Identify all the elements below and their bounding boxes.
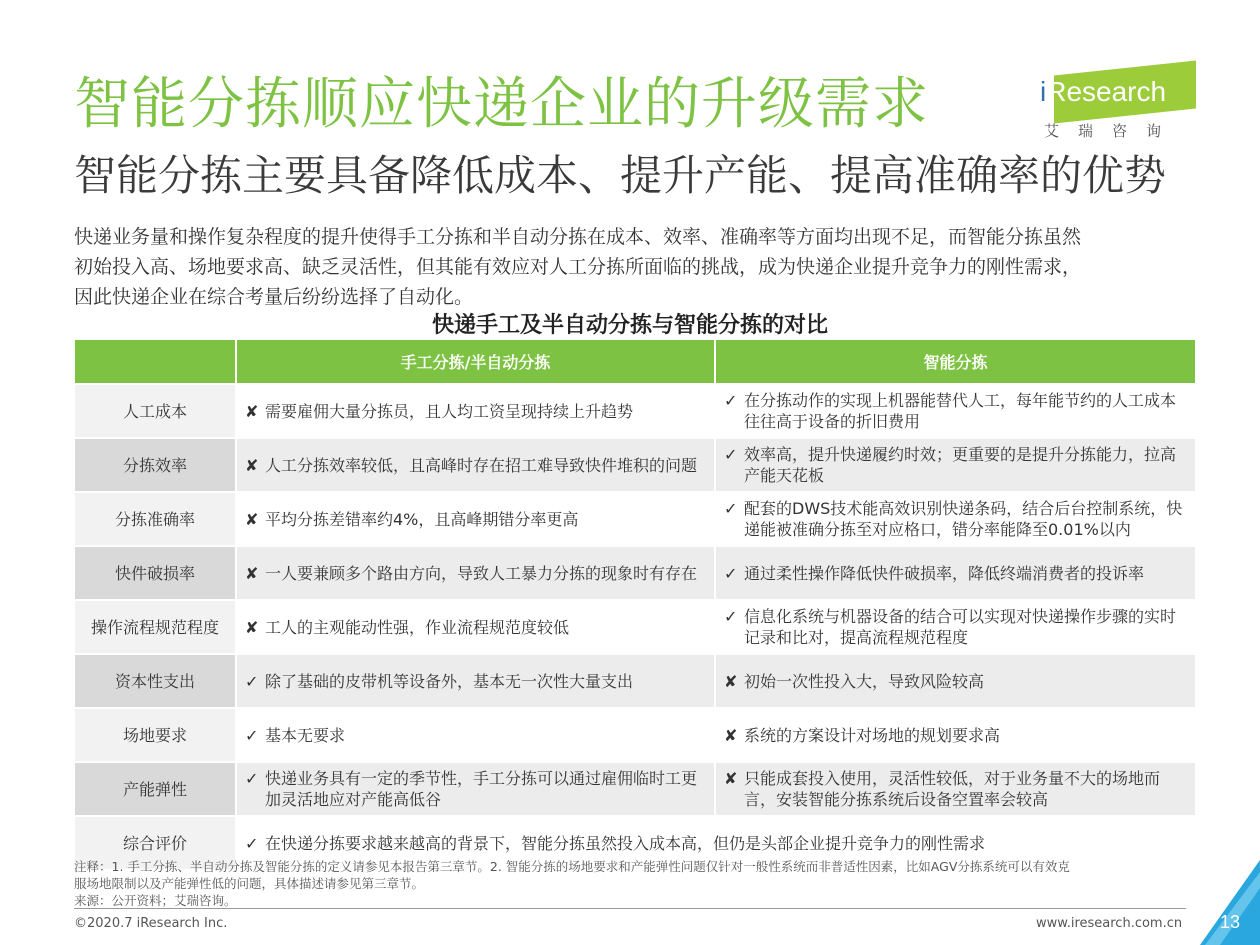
status-mark-icon: ✘ bbox=[245, 617, 259, 637]
status-mark-icon: ✘ bbox=[245, 509, 259, 529]
table-row bbox=[75, 653, 1195, 707]
smart-cell bbox=[716, 437, 1195, 491]
row-label: 场地要求 bbox=[75, 707, 237, 761]
intro-paragraph bbox=[74, 222, 1190, 312]
cell-text: 在快递分拣要求越来越高的背景下，智能分拣虽然投入成本高，但仍是头部企业提升竞争力的刚性需求 bbox=[265, 833, 986, 853]
cell-text: 在分拣动作的实现上机器能替代人工，每年能节约的人工成本往往高于设备的折旧费用 bbox=[744, 391, 1177, 431]
cell-text: 人工分拣效率较低，且高峰时存在招工难导致快件堆积的问题 bbox=[265, 455, 698, 475]
status-mark-icon: ✓ bbox=[245, 725, 259, 745]
table-row bbox=[75, 707, 1195, 761]
cell-text: 通过柔性操作降低快件破损率，降低终端消费者的投诉率 bbox=[744, 563, 1145, 583]
footer-divider bbox=[74, 908, 1186, 909]
smart-cell bbox=[716, 545, 1195, 599]
table-row bbox=[75, 545, 1195, 599]
status-mark-icon: ✘ bbox=[245, 455, 259, 475]
cell-text: 初始一次性投入大，导致风险较高 bbox=[744, 671, 985, 691]
status-mark-icon: ✓ bbox=[724, 445, 738, 464]
cell-text: 快递业务具有一定的季节性，手工分拣可以通过雇佣临时工更加灵活地应对产能高低谷 bbox=[265, 769, 698, 809]
row-label: 人工成本 bbox=[75, 383, 237, 437]
row-label: 操作流程规范程度 bbox=[75, 599, 237, 653]
intro-line: 快递业务量和操作复杂程度的提升使得手工分拣和半自动分拣在成本、效率、准确率等方面均出现不足，而智能分拣虽然 bbox=[74, 226, 1082, 248]
page-subtitle: 智能分拣主要具备降低成本、提升产能、提高准确率的优势 bbox=[74, 151, 1167, 200]
copyright: ©2020.7 iResearch Inc. bbox=[74, 916, 228, 931]
row-label: 综合评价 bbox=[75, 815, 237, 869]
cell-text: 需要雇佣大量分拣员，且人均工资呈现持续上升趋势 bbox=[265, 401, 634, 421]
cell-text: 一人要兼顾多个路由方向，导致人工暴力分拣的现象时有存在 bbox=[265, 563, 698, 583]
website-link[interactable]: www.iresearch.com.cn bbox=[1036, 916, 1183, 931]
source-line: 来源：公开资料；艾瑞咨询。 bbox=[74, 893, 237, 908]
header-corner bbox=[75, 340, 237, 383]
cell-text: 信息化系统与机器设备的结合可以实现对快递操作步骤的实时记录和比对，提高流程规范程度 bbox=[744, 607, 1177, 647]
status-mark-icon: ✓ bbox=[245, 833, 259, 853]
status-mark-icon: ✓ bbox=[724, 499, 738, 518]
intro-line: 因此快递企业在综合考量后纷纷选择了自动化。 bbox=[74, 286, 474, 308]
manual-cell bbox=[237, 545, 716, 599]
header-smart: 智能分拣 bbox=[716, 340, 1195, 383]
status-mark-icon: ✘ bbox=[724, 671, 738, 691]
cell-text: 系统的方案设计对场地的规划要求高 bbox=[744, 725, 1001, 745]
row-label: 快件破损率 bbox=[75, 545, 237, 599]
table-title: 快递手工及半自动分拣与智能分拣的对比 bbox=[431, 313, 828, 338]
header-manual: 手工分拣/半自动分拣 bbox=[237, 340, 716, 383]
smart-cell bbox=[716, 653, 1195, 707]
manual-cell bbox=[237, 491, 716, 545]
status-mark-icon: ✘ bbox=[724, 725, 738, 745]
logo-wordmark: iResearch bbox=[1040, 76, 1167, 107]
status-mark-icon: ✓ bbox=[245, 769, 259, 788]
manual-cell bbox=[237, 707, 716, 761]
cell-text: 平均分拣差错率约4%，且高峰期错分率更高 bbox=[265, 509, 579, 529]
status-mark-icon: ✓ bbox=[245, 671, 259, 691]
manual-cell bbox=[237, 761, 716, 815]
smart-cell bbox=[716, 599, 1195, 653]
status-mark-icon: ✘ bbox=[245, 401, 259, 421]
footnote bbox=[74, 858, 1194, 909]
cell-text: 效率高，提升快递履约时效；更重要的是提升分拣能力，拉高产能天花板 bbox=[744, 445, 1177, 485]
smart-cell bbox=[716, 707, 1195, 761]
iresearch-logo bbox=[1040, 66, 1200, 146]
row-label: 分拣效率 bbox=[75, 437, 237, 491]
smart-cell bbox=[716, 383, 1195, 437]
footnote-line: 服场地限制以及产能弹性低的问题，具体描述请参见第三章节。 bbox=[74, 876, 425, 891]
cell-text: 工人的主观能动性强，作业流程规范度较低 bbox=[265, 617, 570, 637]
row-label: 分拣准确率 bbox=[75, 491, 237, 545]
page-title: 智能分拣顺应快递企业的升级需求 bbox=[74, 72, 929, 137]
row-label: 产能弹性 bbox=[75, 761, 237, 815]
cell-text: 只能成套投入使用，灵活性较低，对于业务量不大的场地而言，安装智能分拣系统后设备空置率会较高 bbox=[744, 769, 1161, 809]
status-mark-icon: ✓ bbox=[724, 391, 738, 410]
table-row bbox=[75, 437, 1195, 491]
cell-text: 配套的DWS技术能高效识别快递条码，结合后台控制系统，快递能被准确分拣至对应格口，错分率能降至0.01%以内 bbox=[744, 499, 1183, 539]
manual-cell bbox=[237, 653, 716, 707]
smart-cell bbox=[716, 491, 1195, 545]
row-label: 资本性支出 bbox=[75, 653, 237, 707]
status-mark-icon: ✘ bbox=[724, 769, 738, 788]
comparison-table bbox=[75, 340, 1195, 869]
status-mark-icon: ✓ bbox=[724, 607, 738, 626]
footnote-line: 注释：1. 手工分拣、半自动分拣及智能分拣的定义请参见本报告第三章节。2. 智能分拣的场地要求和产能弹性问题仅针对一般性系统而非普适性因素，比如AGV分拣系统可以有效克 bbox=[74, 859, 1070, 874]
table-row bbox=[75, 599, 1195, 653]
intro-line: 初始投入高、场地要求高、缺乏灵活性，但其能有效应对人工分拣所面临的挑战，成为快递企业提升竞争力的刚性需求， bbox=[74, 256, 1082, 278]
table-row bbox=[75, 761, 1195, 815]
cell-text: 基本无要求 bbox=[265, 725, 346, 745]
status-mark-icon: ✓ bbox=[724, 563, 738, 583]
manual-cell bbox=[237, 437, 716, 491]
status-mark-icon: ✘ bbox=[245, 563, 259, 583]
logo-chinese-name: 艾瑞咨询 bbox=[1044, 122, 1181, 140]
manual-cell bbox=[237, 383, 716, 437]
table-header-row bbox=[75, 340, 1195, 383]
smart-cell bbox=[716, 761, 1195, 815]
table-row bbox=[75, 383, 1195, 437]
manual-cell bbox=[237, 599, 716, 653]
table-row bbox=[75, 491, 1195, 545]
page-number: 13 bbox=[1220, 912, 1241, 932]
cell-text: 除了基础的皮带机等设备外，基本无一次性大量支出 bbox=[265, 671, 634, 691]
